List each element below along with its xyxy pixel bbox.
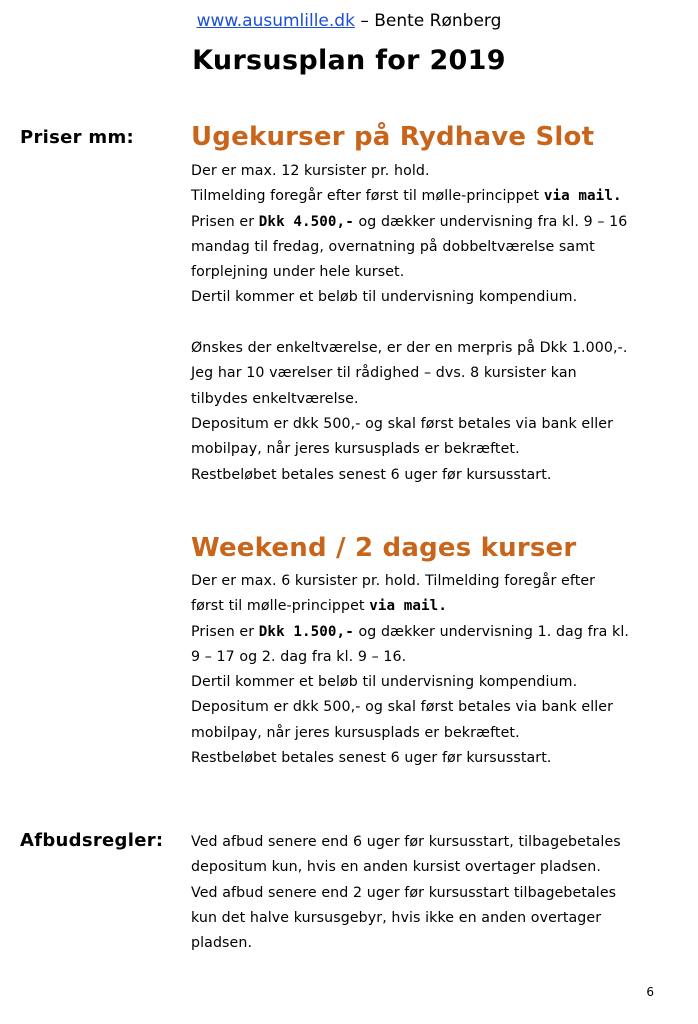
text-line: først til mølle-princippet via mail.: [191, 598, 447, 615]
text-line: tilbydes enkeltværelse.: [191, 390, 359, 407]
text-line: Der er max. 12 kursister pr. hold.: [191, 163, 430, 179]
text-line: Ønskes der enkeltværelse, er der en merpris på Dkk 1.000,-.: [191, 340, 628, 357]
priser-label: Priser mm:: [20, 127, 135, 148]
text-line: mandag til fredag, overnatning på dobbeltværelse samt: [191, 238, 595, 255]
author-name: – Bente Rønberg: [354, 11, 502, 31]
text-line: mobilpay, når jeres kursusplads er bekræftet.: [191, 724, 520, 741]
text-line: Prisen er Dkk 1.500,- og dækker undervisning 1. dag fra kl.: [191, 623, 629, 640]
afbud-label: Afbudsregler:: [20, 830, 164, 851]
weekend-heading: Weekend / 2 dages kurser: [191, 533, 577, 563]
page-number: 6: [646, 985, 654, 999]
text-line: Depositum er dkk 500,- og skal først betales via bank eller: [191, 699, 614, 716]
text-line: Dertil kommer et beløb til undervisning kompendium.: [191, 674, 578, 691]
ugekurser-heading: Ugekurser på Rydhave Slot: [191, 122, 595, 152]
text-line: Dertil kommer et beløb til undervisning kompendium.: [191, 289, 578, 306]
text-line: Depositum er dkk 500,- og skal først betales via bank eller: [191, 415, 614, 432]
text-line: 9 – 17 og 2. dag fra kl. 9 – 16.: [191, 648, 407, 665]
price-text: Dkk 1.500,-: [258, 623, 354, 640]
text-line: mobilpay, når jeres kursusplads er bekræftet.: [191, 441, 520, 458]
text-line: Ved afbud senere end 6 uger før kursusstart, tilbagebetales: [191, 834, 621, 850]
text-line: pladsen.: [191, 935, 253, 952]
page-title: Kursusplan for 2019: [192, 45, 506, 76]
weekend-text: [191, 569, 661, 771]
text-line: kun det halve kursusgebyr, hvis ikke en anden overtager: [191, 909, 602, 926]
website-link[interactable]: www.ausumlille.dk: [196, 11, 355, 31]
text-line: depositum kun, hvis en anden kursist overtager pladsen.: [191, 859, 601, 876]
text-line: Tilmelding foregår efter først til mølle-princippet via mail.: [191, 188, 622, 205]
text-line: Restbeløbet betales senest 6 uger før kursusstart.: [191, 466, 552, 483]
text-line: Prisen er Dkk 4.500,- og dækker undervisning fra kl. 9 – 16: [191, 213, 628, 230]
afbud-text: [191, 830, 661, 956]
text-line: forplejning under hele kurset.: [191, 264, 405, 281]
page-header: [0, 9, 698, 33]
via-mail-text: via mail.: [543, 188, 622, 205]
ugekurser-text: [191, 159, 661, 488]
text-line: Der er max. 6 kursister pr. hold. Tilmelding foregår efter: [191, 573, 596, 589]
price-text: Dkk 4.500,-: [258, 213, 354, 230]
text-line: Jeg har 10 værelser til rådighed – dvs. 8 kursister kan: [191, 365, 577, 382]
text-line: Ved afbud senere end 2 uger før kursusstart tilbagebetales: [191, 884, 617, 901]
via-mail-text: via mail.: [369, 598, 447, 615]
text-line: Restbeløbet betales senest 6 uger før kursusstart.: [191, 750, 552, 767]
